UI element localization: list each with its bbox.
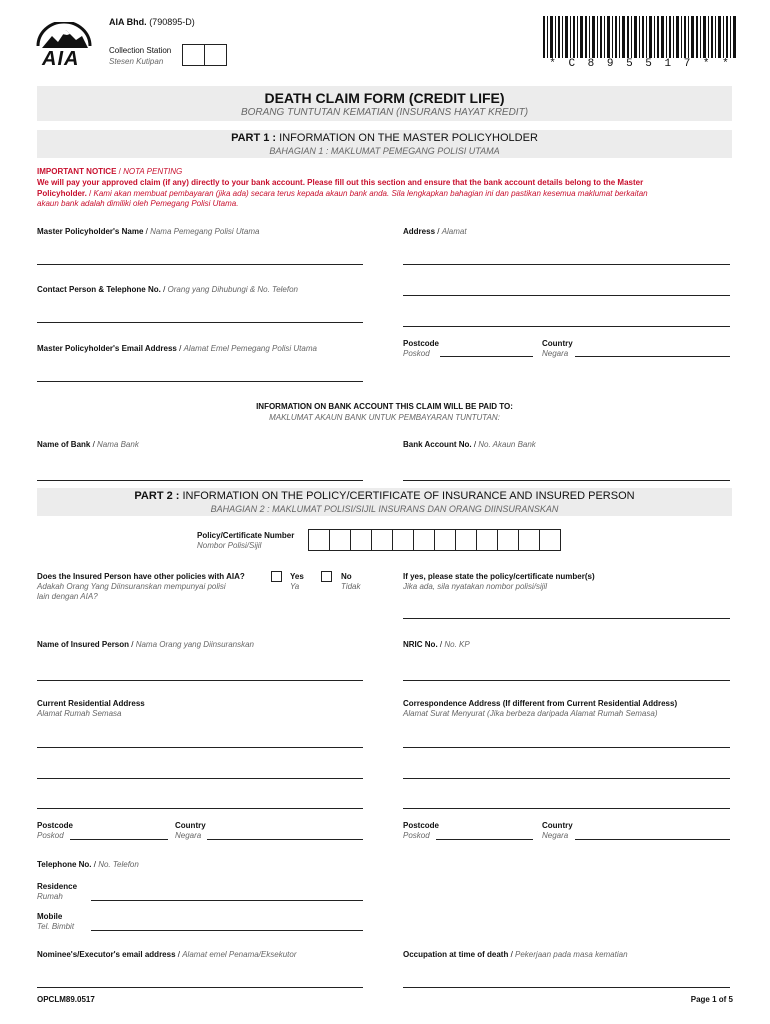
page-number: Page 1 of 5 — [690, 995, 733, 1004]
notice-ms-line1: Kami akan membuat pembayaran (jika ada) secara terus kepada akaun bank anda. Sila lengkapkan bahagian ini dan pastikan kesemua maklumat berkaitan — [93, 189, 648, 198]
part1-prefix: PART 1 : — [231, 132, 277, 144]
occupation-label: Occupation at time of death / Pekerjaan pada masa kematian — [403, 950, 628, 959]
residence-label-ms: Rumah — [37, 892, 63, 901]
email-input[interactable] — [37, 381, 363, 382]
corr-addr-label-ms: Alamat Surat Menyurat (Jika berbeza daripada Alamat Rumah Semasa) — [403, 709, 658, 718]
address-label: Address / Alamat — [403, 227, 467, 236]
part2-title — [37, 490, 732, 502]
p1-country-label: Country — [542, 339, 573, 348]
other-policies-question-ms2: lain dengan AIA? — [37, 592, 98, 601]
corr-addr-input-1[interactable] — [403, 747, 730, 748]
insured-name-input[interactable] — [37, 680, 363, 681]
mph-name-en: Master Policyholder's Name — [37, 227, 144, 236]
nric-input[interactable] — [403, 680, 730, 681]
aia-logo-text: AIA — [42, 48, 80, 70]
insured-name-ms: Nama Orang yang Diinsuranskan — [135, 640, 254, 649]
res-postcode-label: Postcode — [37, 821, 74, 830]
form-title: DEATH CLAIM FORM (CREDIT LIFE) — [264, 90, 505, 106]
form-code: OPCLM89.0517 — [37, 995, 95, 1004]
policy-no-label: Policy/Certificate Number — [197, 531, 295, 540]
p1-postcode-label: Postcode — [403, 339, 440, 348]
no-checkbox[interactable] — [321, 571, 332, 582]
bank-name-input[interactable] — [37, 480, 363, 481]
corr-postcode-input[interactable] — [436, 839, 533, 840]
bank-name-label: Name of Bank / Nama Bank — [37, 440, 139, 449]
notice-title-ms: NOTA PENTING — [123, 167, 183, 176]
tel-en: Telephone No. — [37, 860, 92, 869]
company-reg-no: (790895-D) — [149, 17, 195, 27]
p1-postcode-input[interactable] — [440, 356, 533, 357]
mph-name-input[interactable] — [37, 264, 363, 265]
corr-addr-label: Correspondence Address (If different from Current Residential Address) — [403, 699, 678, 708]
bank-title: INFORMATION ON BANK ACCOUNT THIS CLAIM WILL BE PAID TO: — [256, 402, 513, 411]
part1-heading: INFORMATION ON THE MASTER POLICYHOLDER — [279, 132, 538, 144]
bank-acc-input[interactable] — [403, 480, 730, 481]
aia-logo — [34, 22, 94, 70]
res-addr-label: Current Residential Address — [37, 699, 145, 708]
mph-name-ms: Nama Pemegang Polisi Utama — [150, 227, 260, 236]
p1-postcode-label-ms: Poskod — [403, 349, 430, 358]
p1-country-label-ms: Negara — [542, 349, 569, 358]
corr-addr-input-2[interactable] — [403, 778, 730, 779]
bank-acc-label: Bank Account No. / No. Akaun Bank — [403, 440, 536, 449]
nominee-email-en: Nominee's/Executor's email address — [37, 950, 176, 959]
part2-subtitle: BAHAGIAN 2 : MAKLUMAT POLISI/SIJIL INSURANS DAN ORANG DIINSURANSKAN — [210, 504, 559, 514]
no-label-ms: Tidak — [341, 582, 361, 591]
nric-en: NRIC No. — [403, 640, 438, 649]
contact-label: Contact Person & Telephone No. / Orang yang Dihubungi & No. Telefon — [37, 285, 299, 294]
other-policies-question-ms1: Adakah Orang Yang Diinsuranskan mempunyai polisi — [37, 582, 226, 591]
occupation-en: Occupation at time of death — [403, 950, 509, 959]
bank-name-ms: Nama Bank — [97, 440, 139, 449]
mobile-label-ms: Tel. Bimbit — [37, 922, 75, 931]
corr-postcode-label: Postcode — [403, 821, 440, 830]
barcode-text: * C 8 9 5 5 1 7 * * — [549, 58, 732, 70]
res-postcode-input[interactable] — [70, 839, 168, 840]
mobile-label: Mobile — [37, 912, 63, 921]
corr-country-input[interactable] — [575, 839, 730, 840]
company-line — [109, 17, 195, 27]
part1-title — [37, 132, 732, 144]
tel-ms: No. Telefon — [98, 860, 139, 869]
res-addr-input-3[interactable] — [37, 808, 363, 809]
email-en: Master Policyholder's Email Address — [37, 344, 177, 353]
collection-station-boxes[interactable] — [182, 44, 227, 66]
yes-label-ms: Ya — [290, 582, 300, 591]
corr-addr-input-3[interactable] — [403, 808, 730, 809]
nominee-email-ms: Alamat emel Penama/Eksekutor — [182, 950, 297, 959]
mph-name-label: Master Policyholder's Name / Nama Pemegang Polisi Utama — [37, 227, 260, 236]
notice-title-en: IMPORTANT NOTICE — [37, 167, 117, 176]
if-yes-label: If yes, please state the policy/certificate number(s) — [403, 572, 595, 581]
other-policies-input[interactable] — [403, 618, 730, 619]
bank-name-en: Name of Bank — [37, 440, 91, 449]
part2-prefix: PART 2 : — [134, 490, 180, 502]
collection-label-ms: Stesen Kutipan — [109, 57, 164, 66]
yes-label: Yes — [290, 572, 304, 581]
res-postcode-label-ms: Poskod — [37, 831, 64, 840]
address-input-3[interactable] — [403, 326, 730, 327]
insured-name-label: Name of Insured Person / Nama Orang yang Diinsuranskan — [37, 640, 254, 649]
residence-label: Residence — [37, 882, 78, 891]
barcode-icon — [543, 16, 738, 58]
other-policies-question: Does the Insured Person have other policies with AIA? — [37, 572, 245, 581]
nric-ms: No. KP — [444, 640, 470, 649]
address-input-1[interactable] — [403, 264, 730, 265]
notice-en-line1: We will pay your approved claim (if any) directly to your bank account. Please fill out this section and ensure that the bank account details belong to the Master — [37, 178, 644, 187]
address-ms: Alamat — [441, 227, 467, 236]
address-en: Address — [403, 227, 436, 236]
contact-en: Contact Person & Telephone No. — [37, 285, 161, 294]
insured-name-en: Name of Insured Person — [37, 640, 130, 649]
contact-input[interactable] — [37, 322, 363, 323]
notice-line2 — [37, 189, 737, 198]
notice-ms-line2: akaun bank adalah dimiliki oleh Pemegang Polisi Utama. — [37, 199, 239, 208]
collection-label: Collection Station — [109, 46, 172, 55]
contact-ms: Orang yang Dihubungi & No. Telefon — [167, 285, 299, 294]
p1-country-input[interactable] — [575, 356, 730, 357]
res-addr-input-1[interactable] — [37, 747, 363, 748]
yes-checkbox[interactable] — [271, 571, 282, 582]
email-label: Master Policyholder's Email Address / Alamat Emel Pemegang Polisi Utama — [37, 344, 317, 353]
sep: / — [118, 167, 121, 176]
corr-postcode-label-ms: Poskod — [403, 831, 430, 840]
notice-title — [37, 167, 182, 176]
company-name: AIA Bhd. — [109, 17, 147, 27]
occupation-input[interactable] — [403, 987, 730, 988]
res-country-input[interactable] — [207, 839, 363, 840]
residence-tel-input[interactable] — [91, 900, 363, 901]
policy-no-boxes[interactable] — [308, 529, 561, 551]
occupation-ms: Pekerjaan pada masa kematian — [515, 950, 628, 959]
mobile-tel-input[interactable] — [91, 930, 363, 931]
nominee-email-label: Nominee's/Executor's email address / Alamat emel Penama/Eksekutor — [37, 950, 297, 959]
part2-heading: INFORMATION ON THE POLICY/CERTIFICATE OF INSURANCE AND INSURED PERSON — [182, 490, 635, 502]
notice-en-line2: Policyholder. — [37, 189, 87, 198]
corr-country-label: Country — [542, 821, 573, 830]
tel-label: Telephone No. / No. Telefon — [37, 860, 139, 869]
bank-title-ms: MAKLUMAT AKAUN BANK UNTUK PEMBAYARAN TUNTUTAN: — [269, 413, 500, 422]
res-country-label: Country — [175, 821, 206, 830]
corr-country-label-ms: Negara — [542, 831, 569, 840]
nominee-email-input[interactable] — [37, 987, 363, 988]
bank-acc-ms: No. Akaun Bank — [478, 440, 536, 449]
sep: / — [89, 189, 92, 198]
address-input-2[interactable] — [403, 295, 730, 296]
nric-label: NRIC No. / No. KP — [403, 640, 470, 649]
part1-subtitle: BAHAGIAN 1 : MAKLUMAT PEMEGANG POLISI UTAMA — [269, 146, 500, 156]
email-ms: Alamat Emel Pemegang Polisi Utama — [183, 344, 317, 353]
bank-acc-en: Bank Account No. — [403, 440, 472, 449]
no-label: No — [341, 572, 352, 581]
res-country-label-ms: Negara — [175, 831, 202, 840]
barcode — [543, 16, 738, 58]
policy-no-label-ms: Nombor Polisi/Sijil — [197, 541, 262, 550]
if-yes-label-ms: Jika ada, sila nyatakan nombor polisi/sijil — [403, 582, 548, 591]
res-addr-input-2[interactable] — [37, 778, 363, 779]
res-addr-label-ms: Alamat Rumah Semasa — [37, 709, 122, 718]
form-subtitle: BORANG TUNTUTAN KEMATIAN (INSURANS HAYAT KREDIT) — [240, 107, 529, 118]
